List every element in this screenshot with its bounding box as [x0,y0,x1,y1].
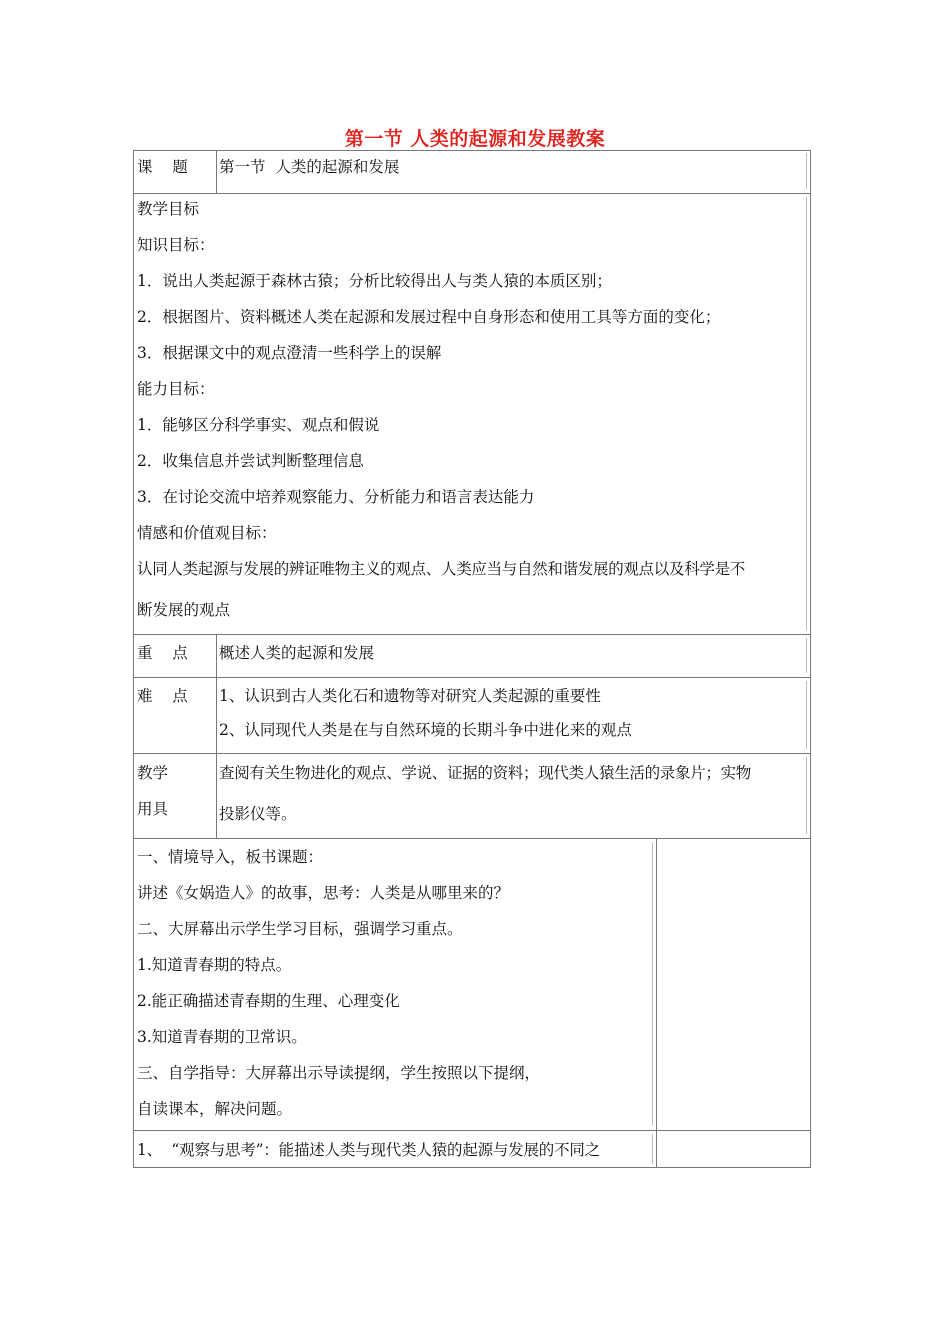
key-point-label: 重 点 [137,644,188,662]
page-title: 第一节 人类的起源和发展教案 [344,128,606,150]
emotion-text: 认同人类起源与发展的辨证唯物主义的观点、人类应当与自然和谐发展的观点以及科学是不 [137,560,746,578]
emotion-heading: 情感和价值观目标： [137,524,277,542]
knowledge-item: 1．说出人类起源于森林古猿；分析比较得出人与类人猿的本质区别； [137,272,612,290]
process-line: 自读课本，解决问题。 [137,1100,293,1118]
process-line: 一、情境导入，板书课题： [137,848,324,866]
row-divider [133,193,811,194]
row-divider [133,838,811,839]
process-line: 1.知道青春期的特点。 [137,956,292,974]
row-divider [133,677,811,678]
row-divider [133,753,811,754]
observation-line: 1、 “观察与思考”：能描述人类与现代类人猿的起源与发展的不同之 [137,1141,600,1159]
column-divider [656,838,657,1168]
process-line: 三、自学指导：大屏幕出示导读提纲，学生按照以下提纲， [137,1064,541,1082]
row-divider [133,1130,811,1131]
tools-label: 教学 [137,764,169,782]
process-line: 3.知道青春期的卫常识。 [137,1028,307,1046]
ability-item: 2．收集信息并尝试判断整理信息 [137,452,364,470]
knowledge-item: 3．根据课文中的观点澄清一些科学上的误解 [137,344,442,362]
difficulty-item: 1、认识到古人类化石和遗物等对研究人类起源的重要性 [219,687,601,705]
topic-value: 第一节 人类的起源和发展 [219,158,400,176]
ability-item: 3．在讨论交流中培养观察能力、分析能力和语言表达能力 [137,488,535,506]
ability-item: 1．能够区分科学事实、观点和假说 [137,416,380,434]
process-line: 2.能正确描述青春期的生理、心理变化 [137,992,400,1010]
ability-heading: 能力目标： [137,380,215,398]
row-divider [133,634,811,635]
key-point-value: 概述人类的起源和发展 [219,644,375,662]
process-line: 二、大屏幕出示学生学习目标，强调学习重点。 [137,920,463,938]
difficulty-item: 2、认同现代人类是在与自然环境的长期斗争中进化来的观点 [219,721,632,739]
knowledge-heading: 知识目标： [137,236,215,254]
objectives-heading: 教学目标 [137,200,200,218]
emotion-text: 断发展的观点 [137,601,231,619]
knowledge-item: 2．根据图片、资料概述人类在起源和发展过程中自身形态和使用工具等方面的变化； [137,308,721,326]
tools-label: 用具 [137,800,169,818]
tools-value: 投影仪等。 [219,805,297,823]
tools-value: 查阅有关生物进化的观点、学说、证据的资料；现代类人猿生活的录象片；实物 [219,764,752,782]
difficulty-label: 难 点 [137,687,188,705]
topic-label: 课 题 [137,158,188,176]
process-line: 讲述《女娲造人》的故事，思考：人类是从哪里来的？ [137,884,510,902]
